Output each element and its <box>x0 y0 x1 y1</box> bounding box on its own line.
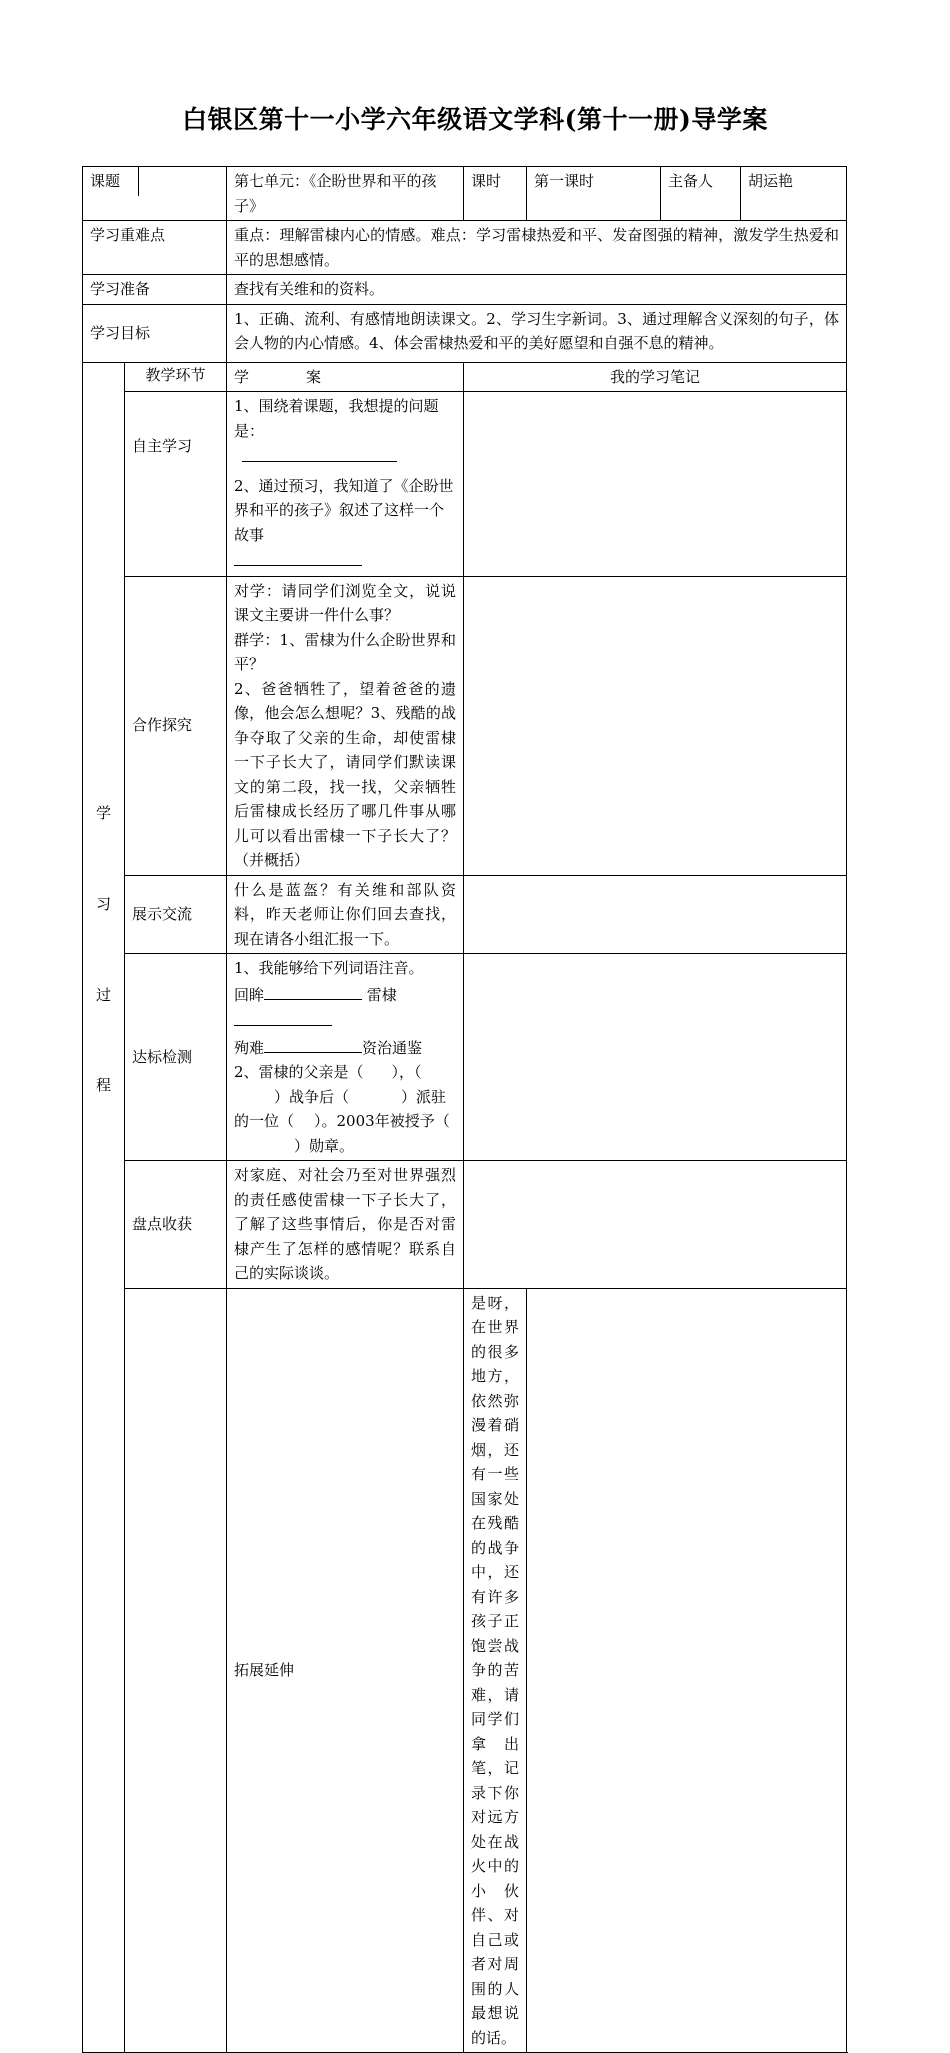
self-study-notes[interactable] <box>464 392 847 577</box>
cooperation-p1: 对学：请同学们浏览全文，说说课文主要讲一件什么事？ <box>234 581 456 624</box>
vertical-char-4: 程 <box>95 1076 111 1095</box>
harvest-text: 对家庭、对社会乃至对世界强烈的责任感使雷棣一下子长大了，了解了这些事情后，你是否对雷棣产生了怎样的感情呢？联系自己的实际谈谈。 <box>227 1161 464 1289</box>
presentation-notes[interactable] <box>464 875 847 954</box>
goals-row <box>83 304 847 362</box>
answer-blank-2[interactable] <box>234 547 362 566</box>
presentation-text: 什么是蓝盔？有关维和部队资料，昨天老师让你们回去查找，现在请各小组汇报一下。 <box>227 875 464 954</box>
cooperation-notes[interactable] <box>464 576 847 875</box>
extension-spacer <box>125 1288 227 2053</box>
goals-label: 学习目标 <box>83 304 227 362</box>
word-2: 雷棣 <box>366 985 397 1004</box>
key-points-label: 学习重难点 <box>83 221 227 275</box>
check-line-1: 1、我能够给下列词语注音。 <box>234 959 424 977</box>
notes-column-header: 我的学习笔记 <box>464 362 847 392</box>
harvest-stage: 盘点收获 <box>125 1161 227 1289</box>
word-1: 回眸 <box>234 985 265 1004</box>
vertical-char-3: 过 <box>95 985 111 1004</box>
q2-part-d: ）派驻的一位（ <box>234 1087 447 1130</box>
plan-column-header <box>227 362 464 392</box>
vertical-char-2: 习 <box>95 894 111 913</box>
stage-column-header: 教学环节 <box>125 362 227 392</box>
extension-text: 是呀，在世界的很多地方，依然弥漫着硝烟，还有一些国家处在残酷的战争中，还有许多孩子正饱尝战争的苦难，请同学们拿出笔，记录下你对远方处在战火中的小伙伴、对自己或者对周围的人最想说的话。 <box>464 1288 527 2053</box>
process-header-row <box>83 362 847 392</box>
extension-row <box>83 1288 847 2053</box>
topic-label: 课题 <box>83 167 139 196</box>
pinyin-blank-2[interactable] <box>234 1007 332 1026</box>
topic-value-part <box>139 167 226 196</box>
pinyin-blank-1[interactable] <box>264 981 362 1000</box>
preparer-value: 胡运艳 <box>741 167 847 221</box>
cooperation-p3: 2、爸爸牺牲了，望着爸爸的遗像，他会怎么想呢？3、残酷的战争夺取了父亲的生命，却使雷棣一下子长大了，请同学们默读课文的第二段，找一找，父亲牺牲后雷棣成长经历了哪几件事从哪儿可以看出雷棣一下子长大了？（并概括） <box>234 679 456 869</box>
process-vertical-label <box>83 362 125 2053</box>
answer-blank-1[interactable] <box>242 443 397 462</box>
preparer-label: 主备人 <box>661 167 741 221</box>
presentation-row <box>83 875 847 954</box>
cooperation-content <box>227 576 464 875</box>
header-row <box>83 167 847 221</box>
check-content <box>227 954 464 1161</box>
q2-part-c: ）战争后（ <box>274 1087 350 1106</box>
self-study-row <box>83 392 847 577</box>
lesson-plan-table <box>82 166 847 2053</box>
plan-header-char-2: 案 <box>305 367 321 386</box>
preparation-row <box>83 275 847 305</box>
preparation-text: 查找有关维和的资料。 <box>227 275 847 305</box>
pinyin-blank-3[interactable] <box>264 1034 362 1053</box>
period-value: 第一课时 <box>527 167 661 221</box>
harvest-notes[interactable] <box>464 1161 847 1289</box>
self-study-stage: 自主学习 <box>125 392 227 577</box>
key-points-text: 重点：理解雷棣内心的情感。难点：学习雷棣热爱和平、发奋图强的精神，激发学生热爱和平的思想感情。 <box>227 221 847 275</box>
topic-cell <box>83 167 227 221</box>
cooperation-row <box>83 576 847 875</box>
extension-notes[interactable] <box>527 1288 847 2053</box>
q2-part-b: ），（ <box>391 1063 422 1081</box>
check-row <box>83 954 847 1161</box>
check-notes[interactable] <box>464 954 847 1161</box>
vertical-char-1: 学 <box>95 804 111 823</box>
period-label: 课时 <box>464 167 527 221</box>
goals-text: 1、正确、流利、有感情地朗读课文。2、学习生字新词。3、通过理解含义深刻的句子，体会人物的内心情感。4、体会雷棣热爱和平的美好愿望和自强不息的精神。 <box>227 304 847 362</box>
word-4: 资治通鉴 <box>362 1038 423 1057</box>
preparation-label: 学习准备 <box>83 275 227 305</box>
plan-header-char-1: 学 <box>234 367 250 386</box>
self-study-line-1: 1、围绕着课题，我想提的问题是： <box>234 397 439 440</box>
self-study-line-2: 2、通过预习，我知道了《企盼世界和平的孩子》叙述了这样一个故事 <box>234 476 454 544</box>
q2-part-f: ）勋章。 <box>294 1136 355 1155</box>
page-title: 白银区第十一小学六年级语文学科(第十一册)导学案 <box>182 105 768 134</box>
word-3: 殉难 <box>234 1038 265 1057</box>
cooperation-stage: 合作探究 <box>125 576 227 875</box>
q2-part-e: ）。2003年被授予（ <box>314 1112 450 1130</box>
q2-part-a: 2、雷棣的父亲是（ <box>234 1063 364 1081</box>
presentation-stage: 展示交流 <box>125 875 227 954</box>
harvest-row <box>83 1161 847 1289</box>
key-points-row <box>83 221 847 275</box>
self-study-content <box>227 392 464 577</box>
check-stage: 达标检测 <box>125 954 227 1161</box>
cooperation-p2: 群学：1、雷棣为什么企盼世界和平？ <box>234 630 456 673</box>
extension-stage: 拓展延伸 <box>227 1288 464 2053</box>
topic-value: 第七单元：《企盼世界和平的孩子》 <box>227 167 464 221</box>
